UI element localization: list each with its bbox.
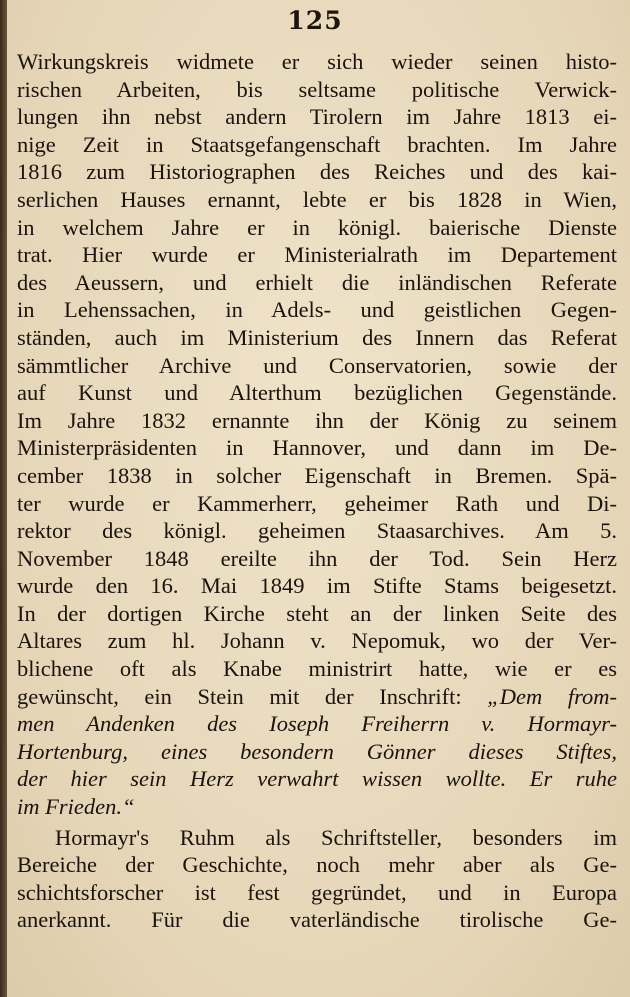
paragraph (17, 824, 617, 934)
text-line: nige Zeit in Staatsgefangenschaft brachten. Im Jahre (17, 131, 617, 157)
text-line: Wirkungskreis widmete er sich wieder seinen histo- (17, 49, 617, 74)
inscription-line: men Andenken des Ioseph Freiherrn v. Hormayr- (17, 711, 617, 737)
text-line: Im Jahre 1832 ernannte ihn der König zu seinem (17, 407, 617, 433)
inscription-intro-line (17, 683, 617, 711)
text-line: rektor des königl. geheimen Staasarchives. Am 5. (17, 518, 617, 544)
paragraph (17, 48, 617, 821)
page-binding-edge (0, 0, 7, 997)
text-line: ter wurde er Kammerherr, geheimer Rath und Di- (17, 490, 617, 516)
text-line: sämmtlicher Archive und Conservatorien, sowie der (17, 352, 617, 378)
text-line: Hormayr's Ruhm als Schriftsteller, besonders im (55, 824, 617, 850)
text-line: des Aeussern, und erhielt die inländischen Referate (17, 269, 617, 295)
inscription-line: im Frieden.“ (17, 794, 135, 820)
text-line: rischen Arbeiten, bis seltsame politische Verwick- (17, 76, 617, 102)
text-line: blichene oft als Knabe ministrirt hatte, wie er es (17, 656, 617, 682)
text-line: schichtsforscher ist fest gegründet, und in Europa (17, 879, 617, 905)
text-line: wurde den 16. Mai 1849 im Stifte Stams beigesetzt. (17, 573, 617, 599)
inscription-line: Hortenburg, eines besondern Gönner dieses Stiftes, (17, 738, 617, 764)
text-line: serlichen Hauses ernannt, lebte er bis 1828 in Wien, (17, 186, 617, 212)
inscription-quote-start: „Dem from- (487, 683, 617, 709)
text-line: trat. Hier wurde er Ministerialrath im Departement (17, 242, 617, 268)
inscription-line: der hier sein Herz verwahrt wissen wollte. Er ruhe (17, 766, 617, 792)
text-line: Ministerpräsidenten in Hannover, und dann im De- (17, 435, 617, 461)
text-line: November 1848 ereilte ihn der Tod. Sein Herz (17, 545, 617, 571)
text-line: cember 1838 in solcher Eigenschaft in Bremen. Spä- (17, 462, 617, 488)
text-line: auf Kunst und Alterthum bezüglichen Gegenstände. (17, 380, 617, 406)
text-line: Altares zum hl. Johann v. Nepomuk, wo der Ver- (17, 628, 617, 654)
text-line: in welchem Jahre er in königl. baierische Dienste (17, 214, 617, 240)
text-line: in Lehenssachen, in Adels- und geistlichen Gegen- (17, 297, 617, 323)
page-number: 125 (287, 6, 343, 35)
text-line: lungen ihn nebst andern Tirolern im Jahre 1813 ei- (17, 104, 617, 130)
text-line: anerkannt. Für die vaterländische tirolische Ge- (17, 907, 617, 933)
text-line: ständen, auch im Ministerium des Innern das Referat (17, 324, 617, 350)
text-segment: gewünscht, ein Stein mit der Inschrift: (17, 683, 488, 709)
text-line: 1816 zum Historiographen des Reiches und des kai- (17, 159, 617, 185)
body-text (17, 48, 617, 934)
text-line: Bereiche der Geschichte, noch mehr aber als Ge- (17, 852, 617, 878)
text-line: In der dortigen Kirche steht an der linken Seite des (17, 600, 617, 626)
